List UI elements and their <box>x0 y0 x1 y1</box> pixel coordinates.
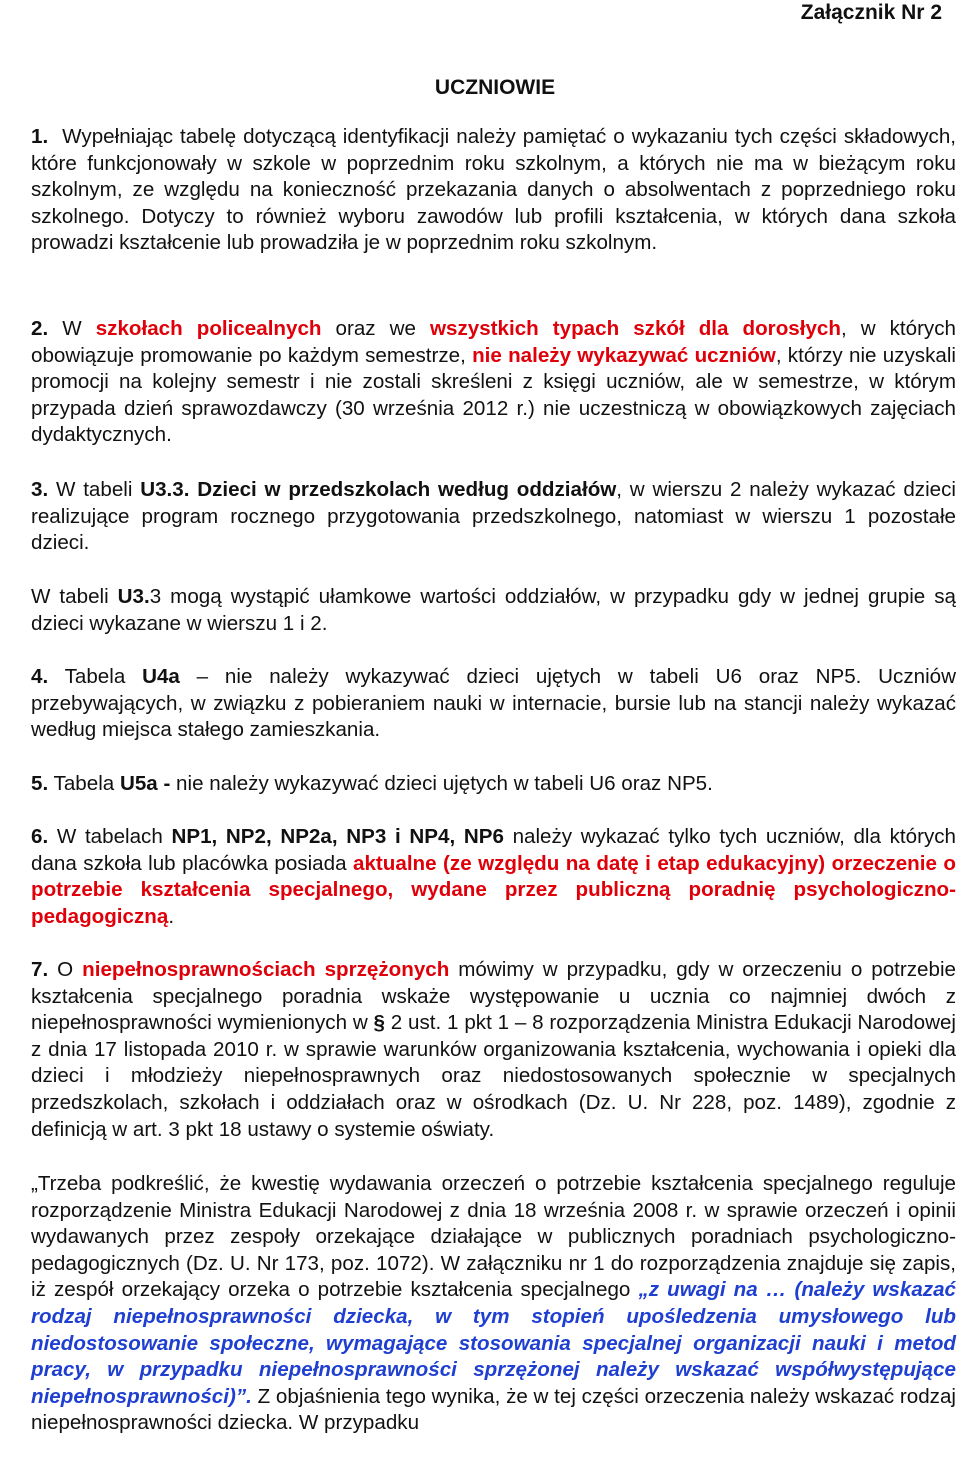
paragraph-7 <box>31 957 956 1143</box>
paragraph-text: O <box>48 958 83 981</box>
paragraph-text: Tabela <box>48 665 143 688</box>
table-ref: U5a - <box>119 772 171 795</box>
paragraph-text: nie należy wykazywać dzieci ujętych w tabeli U6 oraz NP5. <box>170 772 713 795</box>
highlight-text: wszystkich typach szkół dla dorosłych <box>430 317 841 340</box>
paragraph-3 <box>31 477 956 557</box>
paragraph-number: 1. <box>31 125 49 148</box>
paragraph-number: 6. <box>31 825 49 848</box>
paragraph-text: 3 mogą wystąpić ułamkowe wartości oddziałów, w przypadku gdy w jednej grupie są dzieci wykazane w wierszu 1 i 2. <box>31 585 956 635</box>
attachment-header: Załącznik Nr 2 <box>800 1 942 24</box>
paragraph-number: 2. <box>31 317 49 340</box>
paragraph-text: , w których obowiązuje promowanie po każdym semestrze, <box>31 317 956 367</box>
table-ref: U3. <box>117 585 150 608</box>
paragraph-2 <box>31 316 956 449</box>
paragraph-text: W <box>62 317 96 340</box>
highlight-text: niepełnosprawnościach sprzężonych <box>82 958 450 981</box>
table-ref: U3.3. <box>140 478 190 501</box>
paragraph-text: W tabeli <box>31 585 118 608</box>
section-sign: § <box>373 1011 385 1035</box>
paragraph-text: 2 ust. 1 pkt 1 – 8 rozporządzenia Ministra Edukacji Narodowej z dnia 17 listopada 2010 r. w sprawie warunków organizowania kształcenia, wychowania i opieki dla dzieci i młodzieży niepełnosprawnych oraz niedostosowanych społecznie w specjalnych przedszkolach, szkołach i oddziałach oraz w ośrodkach (Dz. U. Nr 228, poz. 1489), zgodnie z definicją w art. 3 pkt 18 ustawy o systemie oświaty. <box>31 1011 956 1141</box>
paragraph-text: W tabeli <box>48 478 141 501</box>
highlight-text: nie należy wykazywać uczniów <box>472 343 776 367</box>
paragraph-1 <box>31 124 956 257</box>
paragraph-text: „Trzeba podkreślić, że kwestię wydawania orzeczeń o potrzebie kształcenia specjalnego reguluje rozporządzenie Ministra Edukacji Narodowej z dnia 18 września 2008 r. w sprawie orzeczeń i opinii wydawanych przez zespoły orzekające działające w publicznych poradniach psychologiczno-pedagogicznych (Dz. U. Nr 173, poz. 1072). W załączniku nr 1 do rozporządzenia znajduje się zapis, iż zespół orzekający orzeka o potrzebie kształcenia specjalnego <box>31 1172 956 1302</box>
paragraph-text: oraz we <box>321 317 430 340</box>
quoted-italic-text: „z uwagi na … (należy wskazać rodzaj niepełnosprawności dziecka, w tym stopień upośledzenia umysłowego lub niedostosowanie społeczne, wymagające stosowania specjalnej organizacji nauki i metod pracy, w przypadku niepełnosprawności sprzężonej należy wskazać współwystępujące niepełnosprawności)”. <box>31 1278 956 1408</box>
paragraph-text: , w wierszu 2 należy wykazać dzieci realizujące program rocznego przygotowania przedszkolnego, natomiast w wierszu 1 pozostałe dzieci. <box>31 478 956 555</box>
paragraph-text: – nie należy wykazywać dzieci ujętych w tabeli U6 oraz NP5. Uczniów przebywających, w związku z pobieraniem nauki w internacie, bursie lub na stancji należy wykazać według miejsca stałego zamieszkania. <box>31 665 956 742</box>
paragraph-text: mówimy w przypadku, gdy w orzeczeniu o potrzebie kształcenia specjalnego poradnia wskaże występowanie u ucznia co najmniej dwóch z niepełnosprawności wymienionych w <box>31 958 956 1035</box>
paragraph-text: należy wykazać tylko tych uczniów, dla których dana szkoła lub placówka posiada <box>31 825 956 875</box>
paragraph-number: 7. <box>31 958 49 981</box>
paragraph-number: 5. <box>31 772 49 795</box>
paragraph-text: Wypełniając tabelę dotyczącą identyfikacji należy pamiętać o wykazaniu tych części składowych, które funkcjonowały w szkole w poprzednim roku szkolnym, a których nie ma w bieżącym roku szkolnym, ze względu na konieczność przekazania danych o absolwentach z poprzedniego roku szkolnego. Dotyczy to również wyboru zawodów lub profili kształcenia, w których dana szkoła prowadzi kształcenie lub prowadziła je w poprzednim roku szkolnym. <box>31 125 957 255</box>
paragraph-text: , którzy nie uzyskali promocji na kolejny semestr i nie zostali skreśleni z księgi uczniów, ale w semestrze, w którym przypada dzień sprawozdawczy (30 września 2012 r.) nie uczestniczą w obowiązkowych zajęciach dydaktycznych. <box>31 343 956 447</box>
highlight-text: aktualne (ze względu na datę i etap edukacyjny) orzeczenie o potrzebie kształcenia specjalnego, wydane przez publiczną poradnię psychologiczno-pedagogiczną <box>31 851 956 928</box>
paragraph-6 <box>31 824 956 930</box>
table-name: Dzieci w przedszkolach według oddziałów <box>189 478 617 501</box>
table-ref: NP1, NP2, NP2a, NP3 i NP4, NP6 <box>171 825 504 848</box>
paragraph-text: W tabelach <box>48 825 172 848</box>
paragraph-8 <box>31 1171 956 1437</box>
paragraph-5 <box>31 771 956 798</box>
table-ref: U4a <box>142 665 180 688</box>
paragraph-number: 4. <box>31 665 49 688</box>
paragraph-text: Z objaśnienia tego wynika, że w tej części orzeczenia należy wskazać rodzaj niepełnosprawności dziecka. W przypadku <box>31 1384 956 1435</box>
paragraph-3b <box>31 584 956 637</box>
paragraph-text: . <box>168 904 175 928</box>
highlight-text: szkołach policealnych <box>95 317 322 340</box>
paragraph-4 <box>31 664 956 744</box>
page-title: UCZNIOWIE <box>434 76 556 99</box>
paragraph-text: Tabela <box>48 772 120 795</box>
paragraph-number: 3. <box>31 478 49 501</box>
